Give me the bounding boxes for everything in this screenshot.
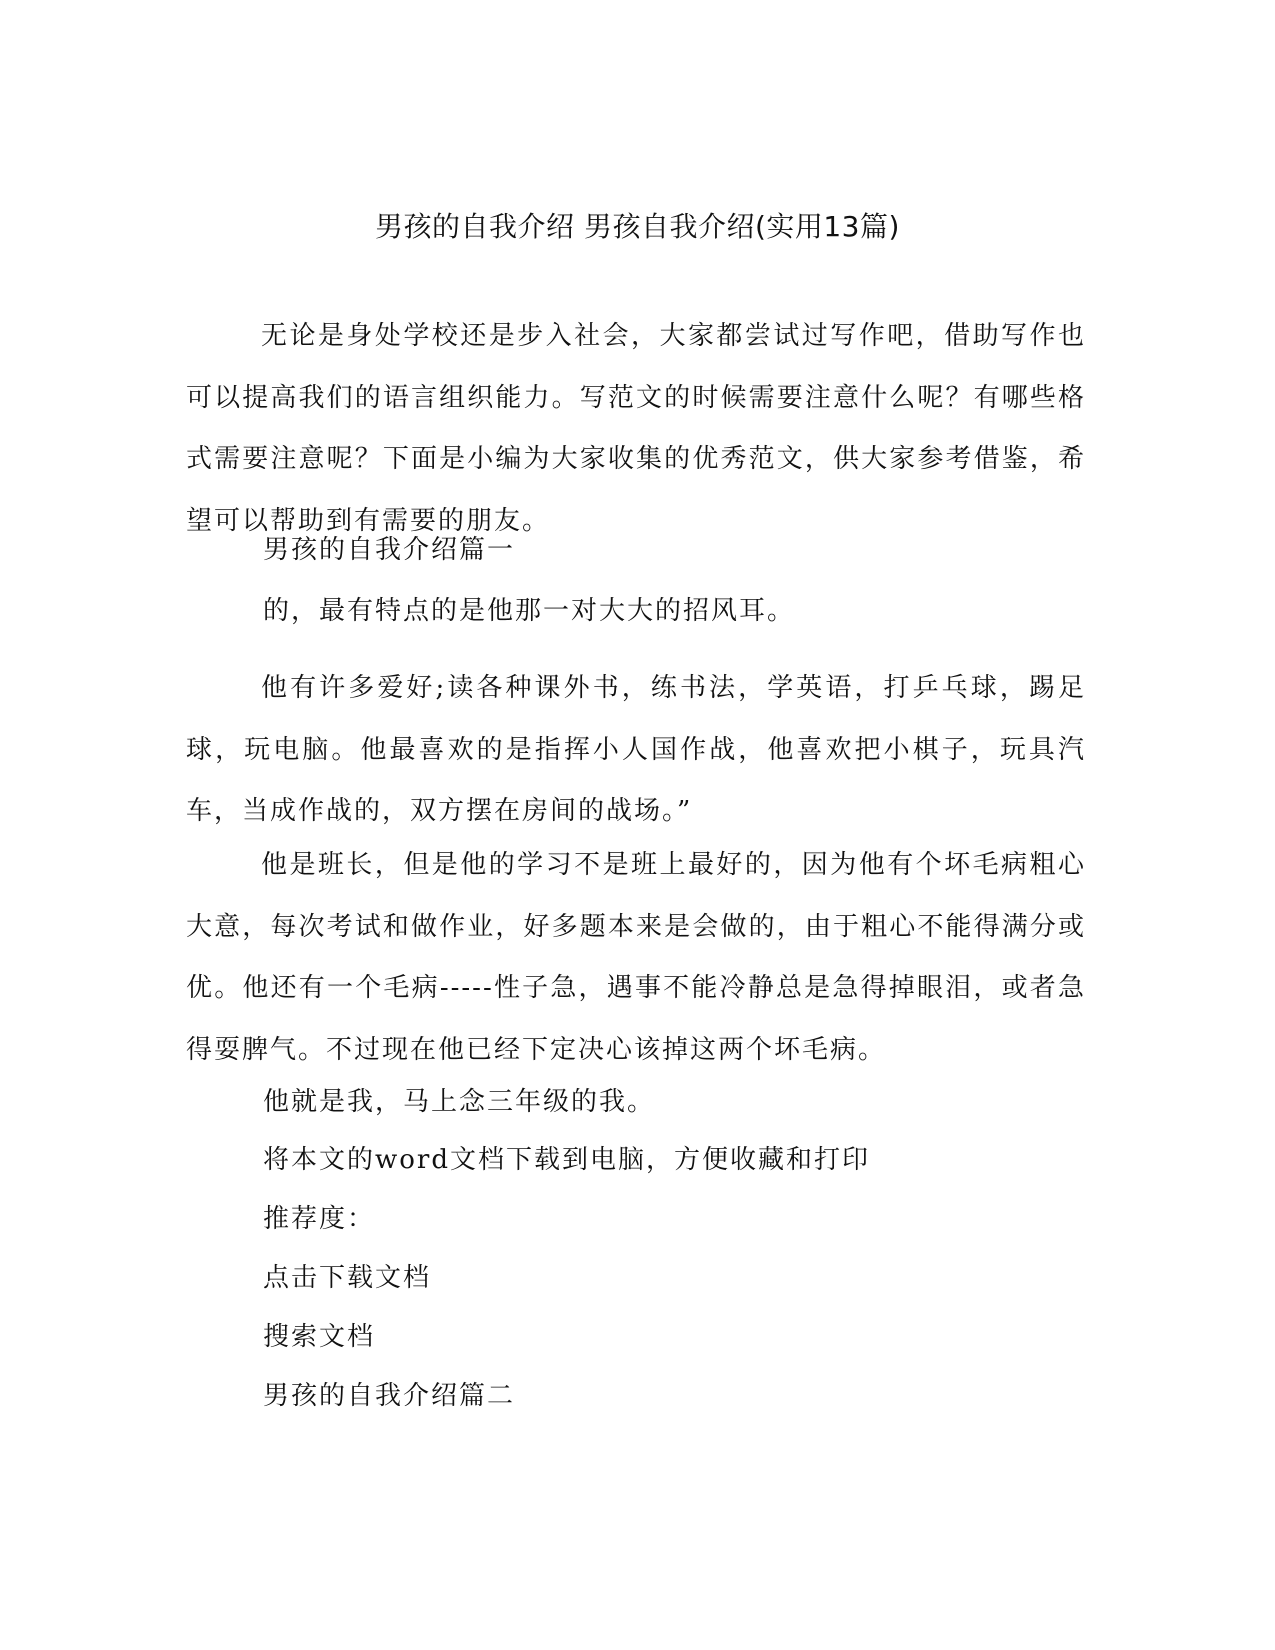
paragraph-4: 他就是我，马上念三年级的我。	[263, 1087, 656, 1117]
recommend-label: 推荐度：	[263, 1204, 376, 1234]
section-heading-2: 男孩的自我介绍篇二	[263, 1381, 516, 1411]
download-note: 将本文的word文档下载到电脑，方便收藏和打印	[263, 1145, 870, 1175]
search-document-link[interactable]: 搜索文档	[263, 1322, 376, 1352]
paragraph-2: 他有许多爱好;读各种课外书，练书法，学英语，打乒乓球，踢足球，玩电脑。他最喜欢的是指挥小人国作战，他喜欢把小棋子，玩具汽车，当成作战的，双方摆在房间的战场。”	[186, 673, 1086, 826]
section-heading-1: 男孩的自我介绍篇一	[263, 535, 516, 565]
paragraph-1: 的，最有特点的是他那一对大大的招风耳。	[263, 596, 796, 626]
download-document-link[interactable]: 点击下载文档	[263, 1263, 432, 1293]
intro-paragraph: 无论是身处学校还是步入社会，大家都尝试过写作吧，借助写作也可以提高我们的语言组织能力。写范文的时候需要注意什么呢？有哪些格式需要注意呢？下面是小编为大家收集的优秀范文，供大家参考借鉴，希望可以帮助到有需要的朋友。	[186, 321, 1086, 536]
document-title: 男孩的自我介绍 男孩自我介绍(实用13篇)	[375, 210, 900, 243]
paragraph-3: 他是班长，但是他的学习不是班上最好的，因为他有个坏毛病粗心大意，每次考试和做作业，好多题本来是会做的，由于粗心不能得满分或优。他还有一个毛病-----性子急，遇事不能冷静总是急得掉眼泪，或者急得耍脾气。不过现在他已经下定决心该掉这两个坏毛病。	[186, 850, 1086, 1065]
